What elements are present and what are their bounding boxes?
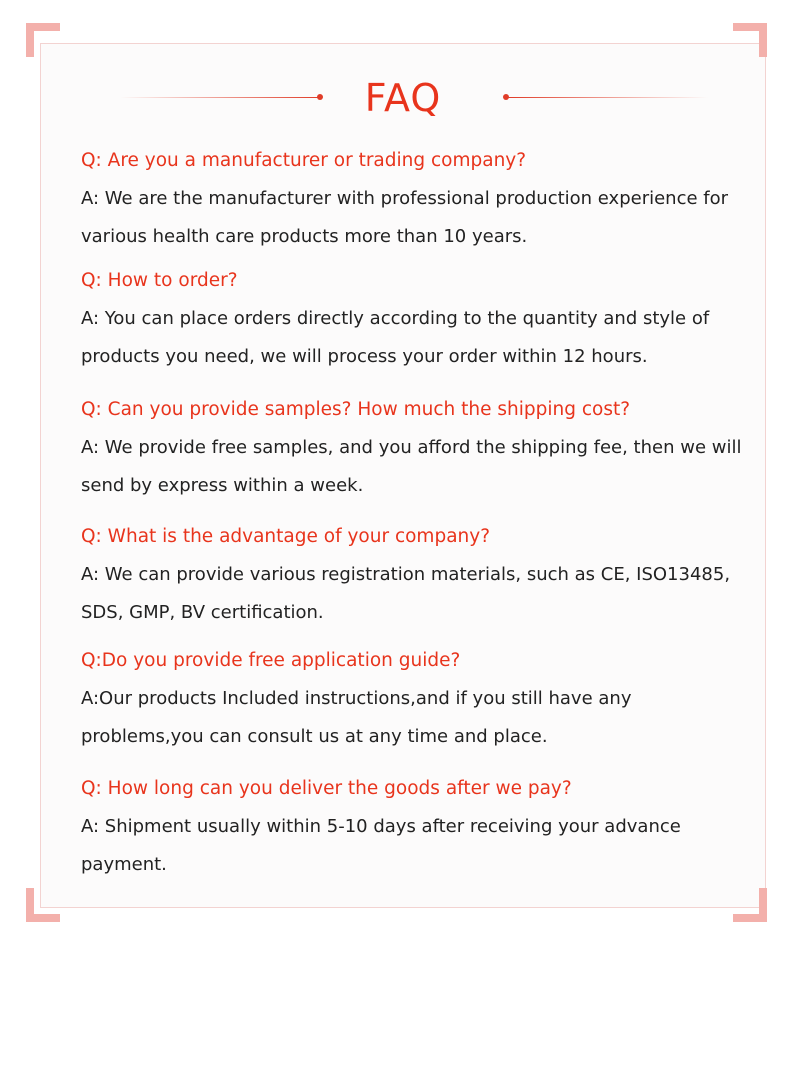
faq-question: Q: Are you a manufacturer or trading company?	[81, 150, 527, 171]
faq-question: Q: What is the advantage of your company?	[81, 526, 491, 547]
corner-bracket-bottom-left	[26, 888, 60, 922]
title-block	[40, 74, 766, 122]
faq-question: Q: How to order?	[81, 270, 238, 291]
faq-item-how-to-order	[81, 268, 751, 376]
corner-bracket-top-left	[26, 23, 60, 57]
corner-bracket-top-right	[733, 23, 767, 57]
faq-answer: A: We provide free samples, and you afford the shipping fee, then we will send by express within a week.	[81, 437, 742, 496]
faq-item-advantage	[81, 524, 751, 632]
faq-question: Q: How long can you deliver the goods after we pay?	[81, 778, 572, 799]
faq-item-application-guide	[81, 648, 751, 756]
faq-item-delivery	[81, 776, 751, 884]
faq-item-samples	[81, 397, 751, 505]
faq-answer: A: We can provide various registration materials, such as CE, ISO13485, SDS, GMP, BV certification.	[81, 564, 731, 623]
faq-answer: A: You can place orders directly according to the quantity and style of products you need, we will process your order within 12 hours.	[81, 308, 710, 367]
corner-bracket-bottom-right	[733, 888, 767, 922]
faq-question: Q:Do you provide free application guide?	[81, 650, 461, 671]
faq-answer: A: Shipment usually within 5-10 days after receiving your advance payment.	[81, 816, 681, 875]
faq-question: Q: Can you provide samples? How much the shipping cost?	[81, 399, 631, 420]
faq-answer: A: We are the manufacturer with professional production experience for various health care products more than 10 years.	[81, 188, 729, 247]
title-rule-right	[508, 97, 708, 98]
faq-answer: A:Our products Included instructions,and if you still have any problems,you can consult us at any time and place.	[81, 688, 632, 747]
page-title: FAQ	[364, 76, 442, 120]
faq-item-manufacturer	[81, 148, 751, 256]
